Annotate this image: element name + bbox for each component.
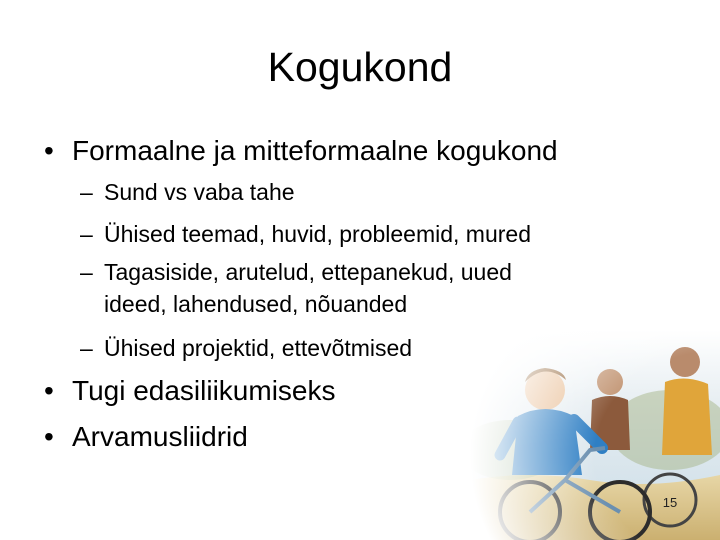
dash-marker: – bbox=[80, 179, 93, 205]
bullet-marker: • bbox=[44, 375, 54, 406]
dash-marker: – bbox=[80, 335, 93, 361]
dash-marker: – bbox=[80, 259, 93, 285]
bullet-item bbox=[44, 420, 248, 454]
bullet-item bbox=[44, 134, 558, 168]
bullet-text: Tugi edasiliikumiseks bbox=[72, 375, 336, 406]
sub-bullet-text: Ühised teemad, huvid, probleemid, mured bbox=[104, 221, 532, 247]
bullet-marker: • bbox=[44, 421, 54, 452]
slide-title: Kogukond bbox=[267, 44, 453, 90]
bullet-item bbox=[44, 374, 336, 408]
bullet-marker: • bbox=[44, 135, 54, 166]
sub-bullet-text: Ühised projektid, ettevõtmised bbox=[104, 335, 413, 361]
sub-bullet-item bbox=[80, 220, 531, 248]
page-number: 15 bbox=[662, 495, 678, 510]
sub-bullet-continuation: ideed, lahendused, nõuanded bbox=[104, 291, 408, 317]
sub-bullet-text: Tagasiside, arutelud, ettepanekud, uued bbox=[104, 259, 512, 285]
dash-marker: – bbox=[80, 221, 93, 247]
sub-bullet-item bbox=[80, 178, 295, 206]
bullet-text: Formaalne ja mitteformaalne kogukond bbox=[72, 135, 558, 166]
sub-bullet-item bbox=[80, 334, 412, 362]
sub-bullet-item bbox=[80, 258, 512, 286]
sub-bullet-text: Sund vs vaba tahe bbox=[104, 179, 295, 205]
bullet-text: Arvamusliidrid bbox=[72, 421, 248, 452]
